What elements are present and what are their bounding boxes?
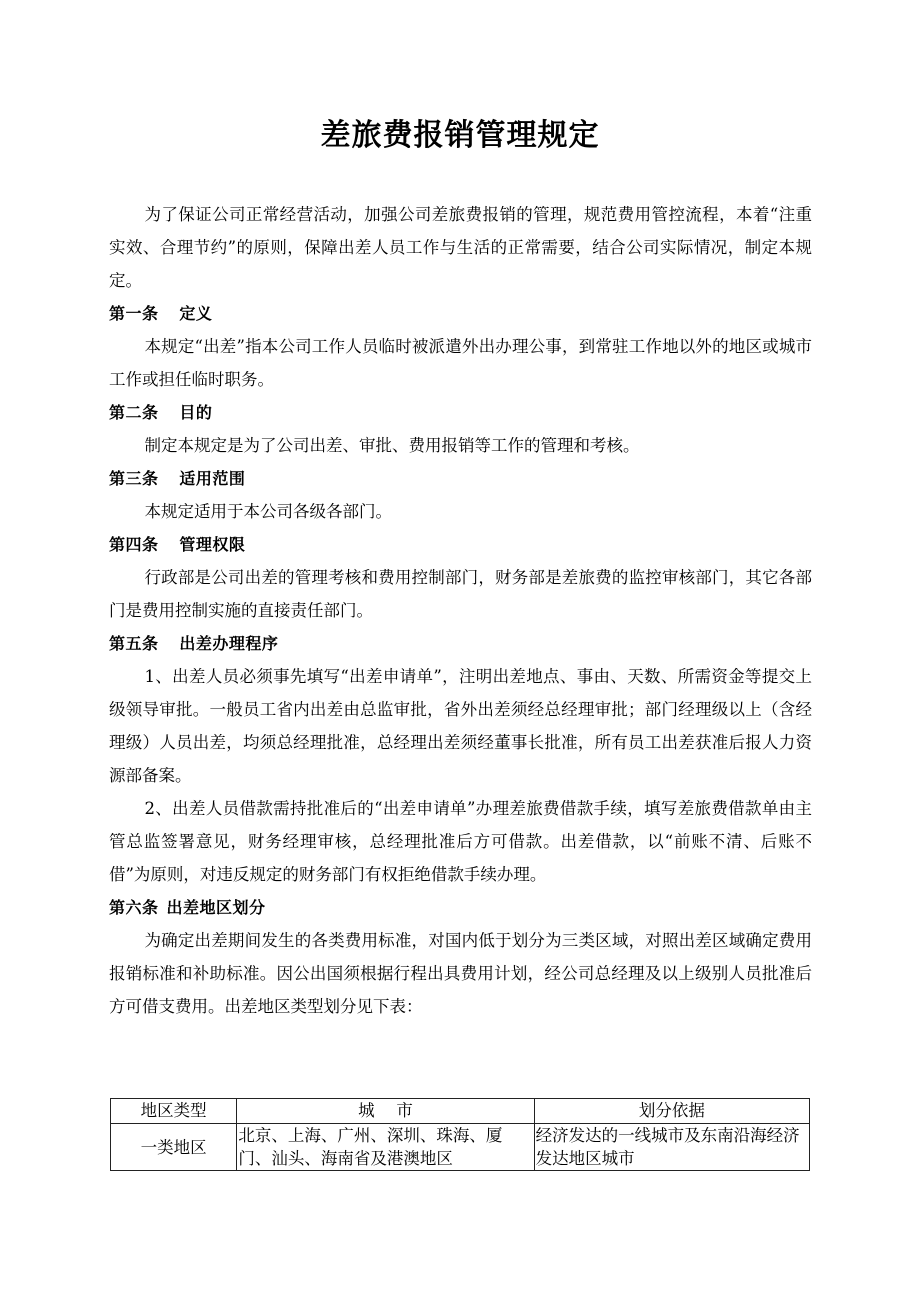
article-3-heading xyxy=(109,462,812,495)
article-title: 管理权限 xyxy=(179,535,246,554)
header-basis: 划分依据 xyxy=(534,1099,809,1124)
article-6-paragraph: 为确定出差期间发生的各类费用标准，对国内低于划分为三类区域，对照出差区域确定费用报销标准和补助标准。因公出国须根据行程出具费用计划，经公司总经理及以上级别人员批准后方可借支费用。出差地区类型划分见下表： xyxy=(109,931,812,1016)
document-title: 差旅费报销管理规定 xyxy=(320,118,600,153)
article-number: 第一条 xyxy=(109,304,159,323)
article-1-heading xyxy=(109,297,812,330)
article-number: 第五条 xyxy=(109,634,159,653)
cell-cities: 北京、上海、广州、深圳、珠海、厦门、汕头、海南省及港澳地区 xyxy=(237,1124,534,1171)
article-number: 第四条 xyxy=(109,535,159,554)
article-title: 出差办理程序 xyxy=(179,634,279,653)
cell-basis: 经济发达的一线城市及东南沿海经济发达地区城市 xyxy=(534,1124,809,1171)
article-3-paragraph: 本规定适用于本公司各级各部门。 xyxy=(144,502,392,521)
article-4-paragraph: 行政部是公司出差的管理考核和费用控制部门，财务部是差旅费的监控审核部门，其它各部门是费用控制实施的直接责任部门。 xyxy=(109,568,812,620)
article-number: 第二条 xyxy=(109,403,159,422)
article-2-heading xyxy=(109,396,812,429)
article-number: 第六条 xyxy=(109,898,159,917)
table-header-row xyxy=(111,1099,810,1124)
region-classification-table xyxy=(110,1098,810,1171)
header-region-type: 地区类型 xyxy=(111,1099,237,1124)
intro-paragraph: 为了保证公司正常经营活动，加强公司差旅费报销的管理，规范费用管控流程，本着“注重实效、合理节约”的原则，保障出差人员工作与生活的正常需要，结合公司实际情况，制定本规定。 xyxy=(109,205,812,290)
article-title: 定义 xyxy=(179,304,213,323)
article-title: 出差地区划分 xyxy=(166,898,266,917)
article-1-paragraph: 本规定“出差”指本公司工作人员临时被派遣外出办理公事，到常驻工作地以外的地区或城市工作或担任临时职务。 xyxy=(109,337,812,389)
article-6-heading xyxy=(109,891,812,924)
article-5-paragraph-1: 1、出差人员必须事先填写“出差申请单”，注明出差地点、事由、天数、所需资金等提交上级领导审批。一般员工省内出差由总监审批，省外出差须经总经理审批；部门经理级以上（含经理级）人员出差，均须总经理批准，总经理出差须经董事长批准，所有员工出差获准后报人力资源部备案。 xyxy=(109,667,812,785)
document-body xyxy=(109,198,812,1023)
article-title: 适用范围 xyxy=(179,469,246,488)
article-5-heading xyxy=(109,627,812,660)
article-2-paragraph: 制定本规定是为了公司出差、审批、费用报销等工作的管理和考核。 xyxy=(144,436,640,455)
article-5-paragraph-2: 2、出差人员借款需持批准后的“出差申请单”办理差旅费借款手续，填写差旅费借款单由主管总监签署意见，财务经理审核，总经理批准后方可借款。出差借款，以“前账不清、后账不借”为原则，对违反规定的财务部门有权拒绝借款手续办理。 xyxy=(109,799,812,884)
article-title: 目的 xyxy=(179,403,213,422)
table-row xyxy=(111,1124,810,1171)
article-number: 第三条 xyxy=(109,469,159,488)
cell-region-type: 一类地区 xyxy=(111,1124,237,1171)
article-4-heading xyxy=(109,528,812,561)
header-cities: 城 市 xyxy=(237,1099,534,1124)
